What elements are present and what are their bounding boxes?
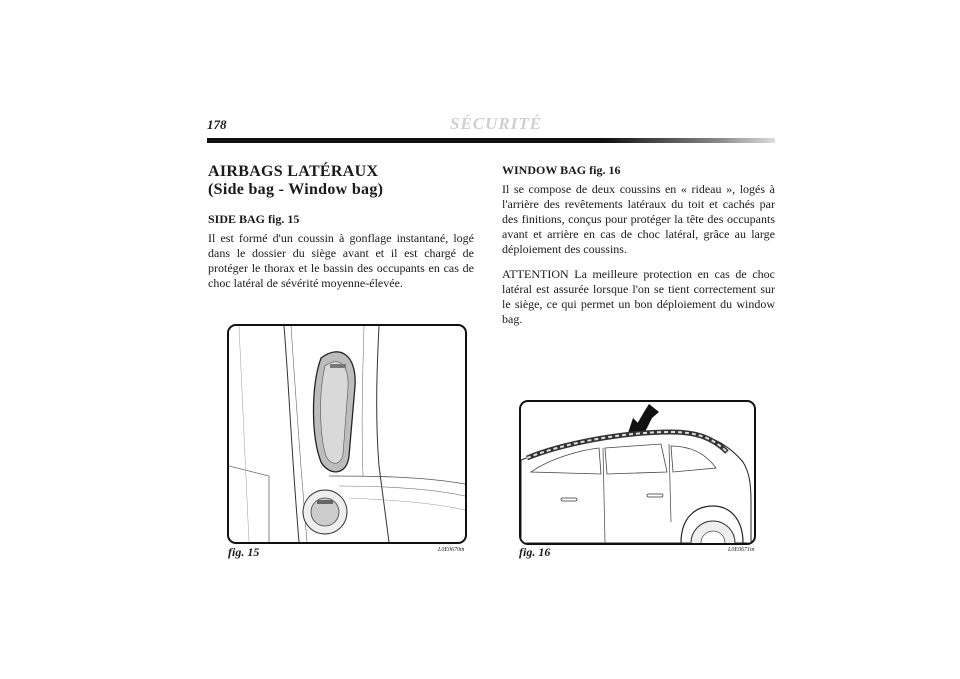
right-column (502, 163, 775, 337)
section-title: SÉCURITÉ (450, 114, 543, 133)
side-bag-heading: SIDE BAG fig. 15 (208, 212, 300, 226)
figure-15-caption: fig. 15 (228, 545, 260, 559)
page-number: 178 (207, 117, 227, 132)
main-title (208, 163, 474, 199)
figure-16-code: L0E0671m (728, 547, 755, 553)
figure-16-caption: fig. 16 (519, 545, 551, 559)
left-column (208, 163, 474, 301)
header-rule (207, 138, 775, 143)
main-title-line2: (Side bag - Window bag) (208, 181, 384, 198)
figure-16-window-bag-illustration (519, 400, 756, 545)
side-bag-paragraph: Il est formé d'un coussin à gonflage instantané, logé dans le dossier du siège avant et il est chargé de protéger le thorax et le bassin des occupants en cas de choc latéral de sévérité moyenne-élevée. (208, 231, 474, 290)
figure-15-side-bag-illustration (227, 324, 467, 544)
main-title-line1: AIRBAGS LATÉRAUX (208, 163, 379, 180)
window-bag-paragraph: Il se compose de deux coussins en « rideau », logés à l'arrière des revêtements latéraux du toit et cachés par des finitions, conçus pour protéger la tête des occupants avant et arrière en cas de choc latéral, grâce au large déploiement des coussins. (502, 182, 775, 256)
window-bag-heading: WINDOW BAG fig. 16 (502, 163, 621, 177)
figure-15-code: L0E0670m (438, 547, 465, 553)
attention-paragraph: ATTENTION La meilleure protection en cas de choc latéral est assurée lorsque l'on se tient correctement sur le siège, ce qui permet un bon déploiement du window bag. (502, 267, 775, 326)
